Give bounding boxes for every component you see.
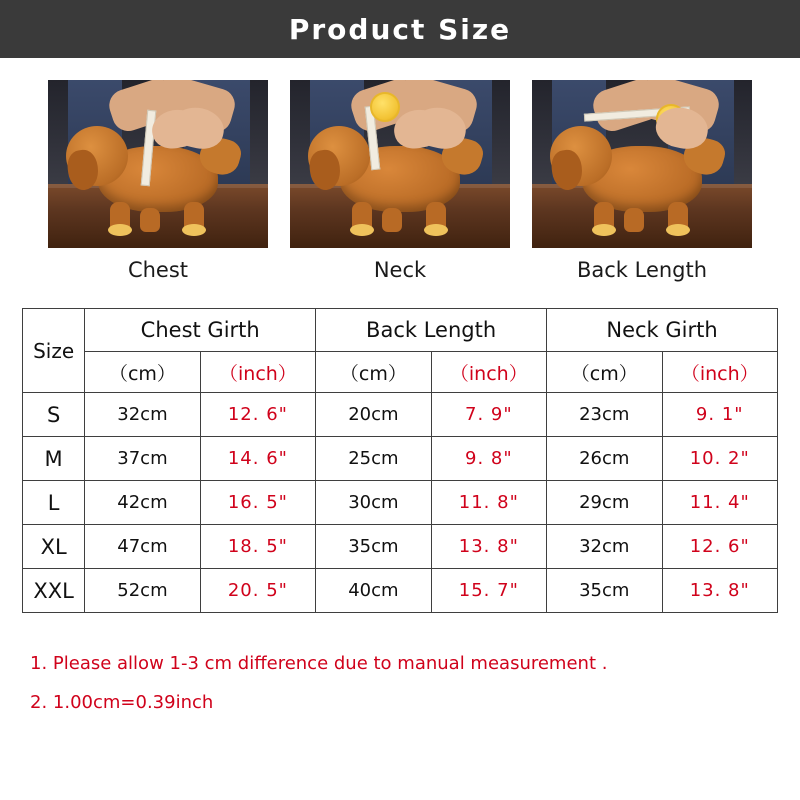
size-chart-table: [22, 308, 778, 613]
cell-neck-in: 10. 2": [662, 437, 778, 481]
unit-back-cm: （cm）: [316, 352, 431, 393]
note-unit-conversion: 2. 1.00cm=0.39inch: [30, 692, 214, 713]
header-chest-girth: Chest Girth: [85, 309, 316, 352]
cell-chest-in: 18. 5": [200, 525, 315, 569]
cell-back-in: 15. 7": [431, 569, 546, 613]
header-bar: [0, 0, 800, 58]
measurement-photos: [0, 58, 800, 282]
table-unit-row: [23, 352, 778, 393]
cell-neck-cm: 29cm: [547, 481, 662, 525]
photo-cell-back-length: [532, 80, 752, 282]
cell-back-in: 7. 9": [431, 393, 546, 437]
cell-neck-in: 9. 1": [662, 393, 778, 437]
dog-paw: [108, 224, 132, 236]
cell-neck-cm: 35cm: [547, 569, 662, 613]
cell-chest-cm: 37cm: [85, 437, 200, 481]
cell-neck-in: 12. 6": [662, 525, 778, 569]
unit-neck-in: （inch）: [662, 352, 778, 393]
photo-caption-chest: Chest: [127, 258, 189, 282]
cell-back-cm: 30cm: [316, 481, 431, 525]
cell-neck-in: 11. 4": [662, 481, 778, 525]
dog-leg: [624, 208, 644, 232]
cell-back-in: 11. 8": [431, 481, 546, 525]
dog-paw: [350, 224, 374, 236]
dog-paw: [592, 224, 616, 236]
photo-cell-neck: [290, 80, 510, 282]
cell-chest-cm: 42cm: [85, 481, 200, 525]
cell-chest-in: 12. 6": [200, 393, 315, 437]
cell-chest-in: 20. 5": [200, 569, 315, 613]
table-row: [23, 569, 778, 613]
note-measurement-tolerance: 1. Please allow 1-3 cm difference due to manual measurement .: [30, 653, 608, 674]
cell-back-cm: 35cm: [316, 525, 431, 569]
cell-neck-cm: 26cm: [547, 437, 662, 481]
table-row: [23, 481, 778, 525]
unit-chest-in: （inch）: [200, 352, 315, 393]
unit-chest-cm: （cm）: [85, 352, 200, 393]
cell-chest-in: 16. 5": [200, 481, 315, 525]
dog-leg: [140, 208, 160, 232]
photo-caption-neck: Neck: [373, 258, 427, 282]
dog-paw: [182, 224, 206, 236]
table-row: [23, 393, 778, 437]
row-size-label: M: [23, 437, 85, 481]
row-size-label: XL: [23, 525, 85, 569]
cell-back-cm: 20cm: [316, 393, 431, 437]
photo-cell-chest: [48, 80, 268, 282]
dog-paw: [424, 224, 448, 236]
cell-chest-in: 14. 6": [200, 437, 315, 481]
cell-back-in: 9. 8": [431, 437, 546, 481]
dog-paw: [666, 224, 690, 236]
table-row: [23, 525, 778, 569]
header-neck-girth: Neck Girth: [547, 309, 778, 352]
row-size-label: S: [23, 393, 85, 437]
table-header-row: [23, 309, 778, 352]
unit-neck-cm: （cm）: [547, 352, 662, 393]
cell-neck-cm: 32cm: [547, 525, 662, 569]
header-size: Size: [23, 309, 85, 393]
photo-chest: [48, 80, 268, 248]
notes-section: [0, 613, 800, 713]
cell-back-in: 13. 8": [431, 525, 546, 569]
table-row: [23, 437, 778, 481]
dog-leg: [382, 208, 402, 232]
row-size-label: XXL: [23, 569, 85, 613]
cell-chest-cm: 47cm: [85, 525, 200, 569]
page-title: Product Size: [288, 12, 512, 46]
row-size-label: L: [23, 481, 85, 525]
unit-back-in: （inch）: [431, 352, 546, 393]
header-back-length: Back Length: [316, 309, 547, 352]
cell-back-cm: 40cm: [316, 569, 431, 613]
photo-neck: [290, 80, 510, 248]
cell-neck-cm: 23cm: [547, 393, 662, 437]
cell-back-cm: 25cm: [316, 437, 431, 481]
photo-caption-back-length: Back Length: [576, 258, 708, 282]
cell-chest-cm: 32cm: [85, 393, 200, 437]
photo-back-length: [532, 80, 752, 248]
cell-chest-cm: 52cm: [85, 569, 200, 613]
cell-neck-in: 13. 8": [662, 569, 778, 613]
tape-reel-icon: [370, 92, 400, 122]
size-table-wrapper: [0, 282, 800, 613]
